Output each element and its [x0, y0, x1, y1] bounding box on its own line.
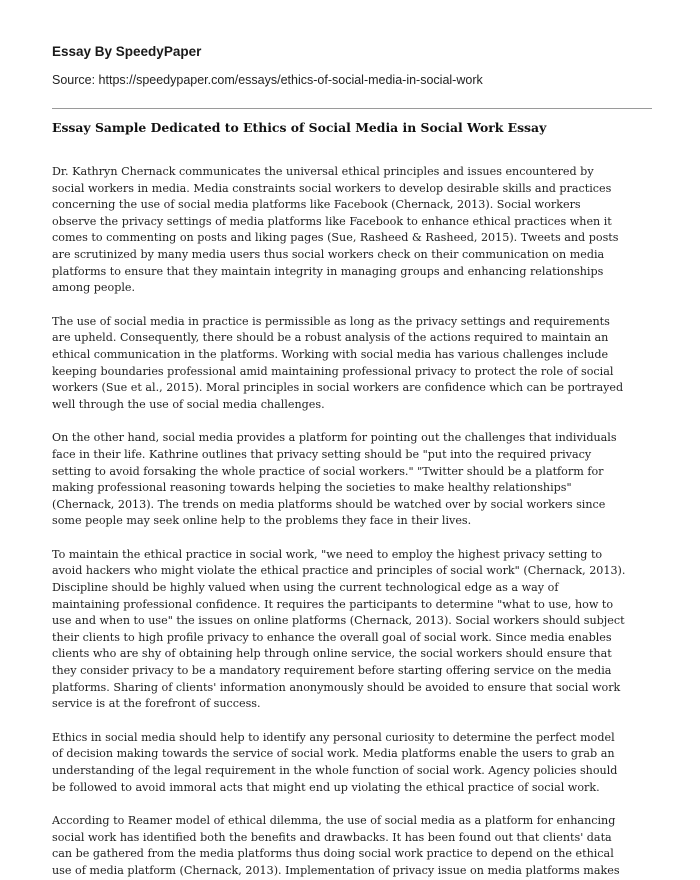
paragraph-line: are scrutinized by many media users thus social workers check on their communication on media: [52, 247, 605, 261]
essay-title: Essay Sample Dedicated to Ethics of Social Media in Social Work Essay: [52, 120, 547, 135]
paragraph-line: they consider privacy to be a mandatory requirement before starting offering service on the media: [52, 664, 612, 678]
paragraph-line: social work has identified both the benefits and drawbacks. It has been found out that clients' data: [52, 830, 612, 844]
essay-body: [52, 164, 656, 877]
paragraph-line: (Chernack, 2013). The trends on media platforms should be watched over by social workers since: [52, 497, 606, 511]
paragraph-line: service is at the forefront of success.: [52, 697, 261, 711]
essay-paragraph: [52, 547, 656, 713]
source-line: Source: https://speedypaper.com/essays/ethics-of-social-media-in-social-work: [52, 73, 483, 87]
paragraph-line: workers (Sue et al., 2015). Moral principles in social workers are confidence which can be portrayed: [52, 381, 624, 395]
paragraph-line: understanding of the legal requirement in the whole function of social work. Agency policies should: [52, 764, 618, 777]
header-divider: [52, 108, 652, 109]
paragraph-line: use and when to use" the issues on online platforms (Chernack, 2013). Social workers should subject: [52, 614, 625, 628]
paragraph-line: platforms. Sharing of clients' information anonymously should be avoided to ensure that social work: [52, 680, 621, 694]
essay-paragraph: [52, 164, 656, 297]
paragraph-line: avoid hackers who might violate the ethical practice and principles of social work" (Chernack, 2013).: [52, 564, 626, 578]
paragraph-line: are upheld. Consequently, there should be a robust analysis of the actions required to maintain an: [52, 331, 609, 345]
paragraph-line: use of media platform (Chernack, 2013). Implementation of privacy issue on media platforms makes: [52, 863, 620, 877]
paragraph-line: To maintain the ethical practice in social work, "we need to employ the highest privacy setting to: [52, 547, 603, 561]
paragraph-line: observe the privacy settings of media platforms like Facebook to enhance ethical practices when it: [52, 214, 612, 228]
paragraph-line: keeping boundaries professional amid maintaining professional privacy to protect the role of social: [52, 364, 614, 378]
paragraph-line: platforms to ensure that they maintain integrity in managing groups and enhancing relationships: [52, 264, 604, 278]
essay-paragraph: [52, 813, 656, 879]
paragraph-line: some people may seek online help to the problems they face in their lives.: [52, 514, 472, 528]
paragraph-line: social workers in media. Media constraints social workers to develop desirable skills and practices: [52, 181, 612, 195]
paragraph-line: their clients to high profile privacy to enhance the overall goal of social work. Since media enables: [52, 630, 612, 644]
essay-paragraph: [52, 430, 656, 530]
essay-paragraph: [52, 314, 656, 414]
paragraph-line: comes to commenting on posts and liking pages (Sue, Rasheed & Rasheed, 2015). Tweets and posts: [52, 231, 619, 245]
paragraph-line: clients who are shy of obtaining help through online service, the social workers should ensure that: [52, 647, 612, 661]
paragraph-line: According to Reamer model of ethical dilemma, the use of social media as a platform for enhancing: [52, 814, 616, 828]
paragraph-line: concerning the use of social media platforms like Facebook (Chernack, 2013). Social workers: [52, 198, 581, 212]
paragraph-line: Ethics in social media should help to identify any personal curiosity to determine the perfect model: [52, 730, 615, 744]
paragraph-line: Dr. Kathryn Chernack communicates the universal ethical principles and issues encountered by: [52, 165, 594, 178]
paragraph-line: ethical communication in the platforms. Working with social media has various challenges include: [52, 347, 609, 361]
paragraph-line: can be gathered from the media platforms thus doing social work practice to depend on the ethical: [52, 847, 614, 861]
paragraph-line: On the other hand, social media provides a platform for pointing out the challenges that individuals: [52, 431, 617, 445]
paragraph-line: The use of social media in practice is permissible as long as the privacy settings and requirements: [52, 314, 610, 328]
paragraph-line: well through the use of social media challenges.: [52, 397, 325, 411]
paragraph-line: making professional reasoning towards helping the societies to make healthy relationships": [52, 481, 572, 495]
paragraph-line: among people.: [52, 281, 136, 295]
paragraph-line: Discipline should be highly valued when using the current technological edge as a way of: [52, 581, 559, 595]
paragraph-line: of decision making towards the service of social work. Media platforms enable the users to grab an: [52, 747, 615, 761]
paragraph-line: maintaining professional confidence. It requires the participants to determine "what to use, how to: [52, 597, 614, 611]
essay-paragraph: [52, 730, 656, 796]
paragraph-line: setting to avoid forsaking the whole practice of social workers." "Twitter should be a platform for: [52, 464, 604, 478]
paragraph-line: face in their life. Kathrine outlines that privacy setting should be "put into the required privacy: [52, 447, 592, 461]
document-header-title: Essay By SpeedyPaper: [52, 44, 202, 59]
paragraph-line: be followed to avoid immoral acts that might end up violating the ethical practice of social work.: [52, 780, 600, 794]
